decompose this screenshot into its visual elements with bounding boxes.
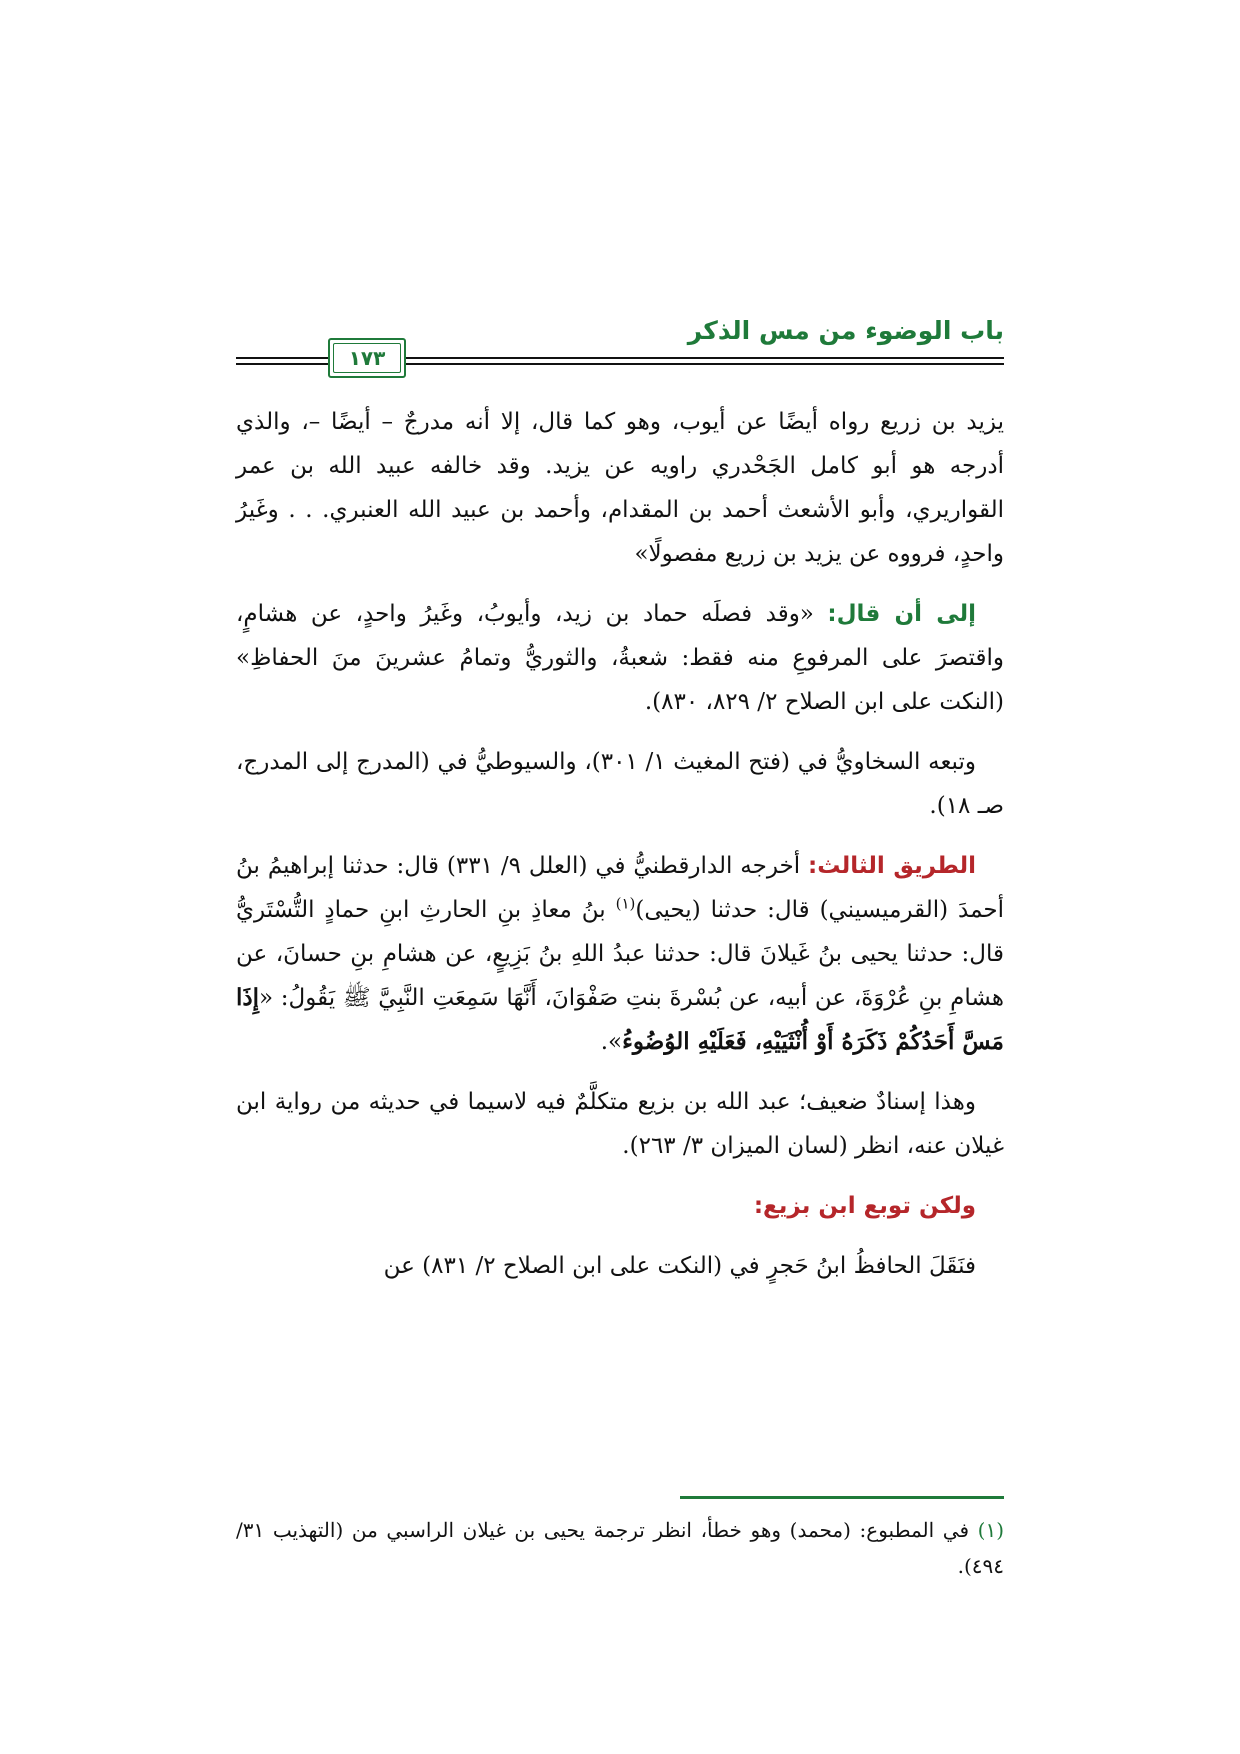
header-rule-left-top — [236, 357, 328, 359]
header-rule-left-bottom — [236, 363, 328, 365]
footnote-reference[interactable]: (١) — [615, 894, 636, 913]
subheading: ولكن توبع ابن بزيع: — [753, 1193, 976, 1219]
footnote-text: في المطبوع: (محمد) وهو خطأ، انظر ترجمة يحيى بن غيلان الراسبي من (التهذيب ٣١/ ٤٩٤). — [236, 1518, 1004, 1578]
page-header — [236, 316, 1004, 376]
footnote-separator — [680, 1496, 1004, 1499]
paragraph-4-text-a: أخرجه الدارقطنيُّ في (العلل ٩/ ٣٣١) قال: حدثنا إبراهيمُ بنُ أحمدَ (القرميسيني) قال: حدثنا (يحيى) — [236, 853, 1004, 923]
header-rule-right-bottom — [360, 363, 1004, 365]
hadith-text: إِذَا مَسَّ أَحَدُكُمْ ذَكَرَهُ أَوْ أُنْثَيَيْهِ، فَعَلَيْهِ الوُضُوءُ — [236, 984, 1004, 1055]
paragraph-4-text-c: ». — [600, 1029, 623, 1055]
paragraph-2 — [236, 592, 1004, 724]
chapter-title: باب الوضوء من مس الذكر — [687, 316, 1004, 345]
page-number-badge — [328, 338, 406, 378]
paragraph-2-text: «وقد فصلَه حماد بن زيد، وأيوبُ، وغَيرُ واحدٍ، عن هشامٍ، واقتصرَ على المرفوعِ منه فقط: شعبةُ، والثوريُّ وتمامُ عشرينَ منَ الحفاظِ» (النكت على ابن الصلاح ٢/ ٨٢٩، ٨٣٠). — [236, 601, 1004, 715]
paragraph-4 — [236, 844, 1004, 1064]
paragraph-1: يزيد بن زريع رواه أيضًا عن أيوب، وهو كما قال، إلا أنه مدرجٌ – أيضًا –، والذي أدرجه هو أبو كامل الجَحْدري راويه عن يزيد. وقد خالفه عبيد الله بن عمر القواريري، وأبو الأشعث أحمد بن المقدام، وأحمد بن عبيد الله العنبري. . . وغَيرُ واحدٍ، فرووه عن يزيد بن زريع مفصولًا» — [236, 409, 1004, 567]
footnote-number: (١) — [977, 1518, 1004, 1542]
main-text — [236, 400, 1004, 1304]
paragraph-3: وتبعه السخاويُّ في (فتح المغيث ١/ ٣٠١)، والسيوطيُّ في (المدرج إلى المدرج، صـ ١٨). — [236, 749, 1004, 819]
paragraph-2-lead: إلى أن قال: — [827, 601, 976, 627]
header-rule-right-top — [360, 357, 1004, 359]
page-number: ١٧٣ — [348, 346, 386, 370]
footnote — [236, 1512, 1004, 1584]
paragraph-5: وهذا إسنادٌ ضعيف؛ عبد الله بن بزيع متكلَّمٌ فيه لاسيما في حديثه من رواية ابن غيلان عنه، انظر (لسان الميزان ٣/ ٢٦٣). — [236, 1089, 1004, 1159]
paragraph-4-lead: الطريق الثالث: — [808, 853, 976, 879]
paragraph-4-text-b: بنُ معاذِ بنِ الحارثِ ابنِ حمادٍ التُّسْتَريُّ قال: حدثنا يحيى بنُ غَيلانَ قال: حدثنا عبدُ اللهِ بنُ بَزِيعٍ، عن هشامِ بنِ حسانَ، عن هشامِ بنِ عُرْوَةَ، عن أبيه، عن بُسْرةَ بنتِ صَفْوَانَ، أَنَّهَا سَمِعَتِ النَّبِيَّ ﷺ يَقُولُ: « — [236, 897, 1004, 1011]
paragraph-6: فنَقَلَ الحافظُ ابنُ حَجرٍ في (النكت على ابن الصلاح ٢/ ٨٣١) عن — [383, 1253, 976, 1279]
